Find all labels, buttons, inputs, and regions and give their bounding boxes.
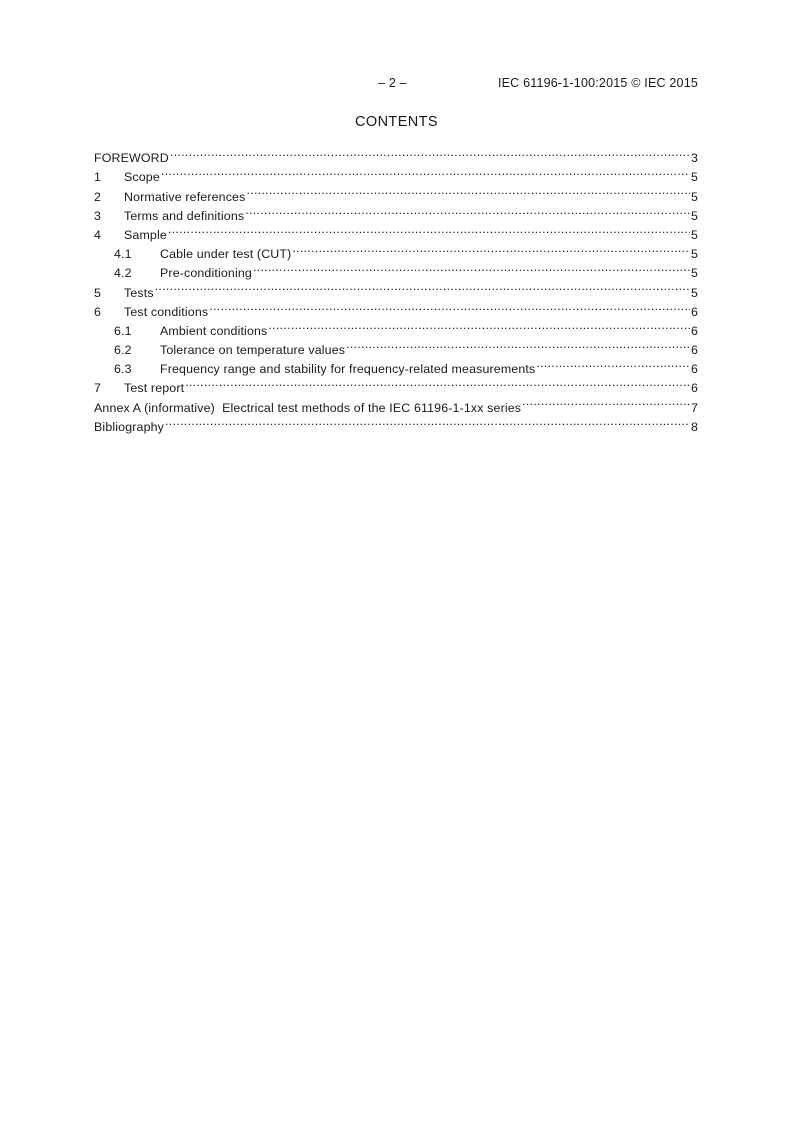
toc-entry-bibliography[interactable] <box>94 412 698 434</box>
dot-leader <box>292 239 690 258</box>
toc-entry-page: 6 <box>690 381 698 396</box>
toc-entry-number: 5 <box>94 285 102 300</box>
toc-entry-title: Sample <box>124 227 167 242</box>
toc-entry-page: 5 <box>690 285 698 300</box>
dot-leader <box>168 220 690 239</box>
dot-leader <box>185 373 690 392</box>
toc-entry-number: 1 <box>94 170 102 185</box>
toc-entry-title: Scope <box>124 170 160 185</box>
table-of-contents <box>94 143 698 434</box>
dot-leader <box>522 392 690 411</box>
toc-entry-page: 3 <box>690 151 698 166</box>
toc-entry-title: Bibliography <box>94 419 164 434</box>
page-header <box>94 76 698 94</box>
dot-leader <box>170 143 690 162</box>
dot-leader <box>246 181 690 200</box>
toc-entry-page: 8 <box>690 419 698 434</box>
page-number: – 2 – <box>378 76 407 90</box>
toc-entry-page: 6 <box>690 343 698 358</box>
toc-entry-number: 6 <box>94 304 102 319</box>
toc-entry-page: 5 <box>690 247 698 262</box>
toc-entry-scope[interactable] <box>94 162 698 185</box>
toc-entry-title: Annex A (informative) Electrical test methods of the IEC 61196-1-1xx series <box>94 400 522 415</box>
toc-entry-title: Normative references <box>124 189 246 204</box>
toc-entry-normative-references[interactable] <box>94 181 698 204</box>
dot-leader <box>245 201 690 220</box>
toc-entry-page: 5 <box>690 266 698 281</box>
toc-entry-title: Ambient conditions <box>160 323 268 338</box>
toc-entry-cable-under-test[interactable] <box>94 239 698 262</box>
dot-leader <box>346 335 690 354</box>
toc-entry-number: 4.2 <box>114 266 132 281</box>
dot-leader <box>161 162 690 181</box>
dot-leader <box>253 258 690 277</box>
toc-entry-number: 7 <box>94 381 102 396</box>
toc-entry-number: 6.1 <box>114 323 132 338</box>
toc-entry-title: Test conditions <box>124 304 209 319</box>
toc-entry-page: 5 <box>690 170 698 185</box>
toc-entry-page: 6 <box>690 362 698 377</box>
toc-entry-page: 7 <box>690 400 698 415</box>
toc-entry-annex-a[interactable] <box>94 392 698 415</box>
toc-entry-title: Terms and definitions <box>124 208 245 223</box>
toc-entry-page: 6 <box>690 304 698 319</box>
toc-entry-number: 6.2 <box>114 343 132 358</box>
toc-entry-page: 5 <box>690 208 698 223</box>
toc-entry-number: 6.3 <box>114 362 132 377</box>
toc-entry-number: 3 <box>94 208 102 223</box>
toc-entry-number: 4 <box>94 227 102 242</box>
toc-entry-page: 5 <box>690 189 698 204</box>
toc-entry-test-conditions[interactable] <box>94 297 698 319</box>
dot-leader <box>268 316 690 335</box>
toc-title: CONTENTS <box>355 114 438 130</box>
toc-entry-title: Frequency range and stability for frequency-related measurements <box>160 362 536 377</box>
toc-entry-title: FOREWORD <box>94 151 169 166</box>
dot-leader <box>155 277 690 296</box>
dot-leader <box>536 354 690 373</box>
toc-entry-test-report[interactable] <box>94 373 698 396</box>
toc-entry-title: Tolerance on temperature values <box>160 343 346 358</box>
toc-entry-page: 5 <box>690 227 698 242</box>
dot-leader <box>165 412 690 431</box>
toc-entry-tests[interactable] <box>94 277 698 300</box>
toc-entry-number: 4.1 <box>114 247 132 262</box>
document-reference: IEC 61196-1-100:2015 © IEC 2015 <box>497 76 698 90</box>
toc-entry-foreword[interactable] <box>94 143 698 166</box>
toc-entry-title: Tests <box>124 285 154 300</box>
toc-entry-title: Test report <box>124 381 185 396</box>
toc-entry-page: 6 <box>690 323 698 338</box>
dot-leader <box>209 297 690 316</box>
toc-entry-sample[interactable] <box>94 220 698 242</box>
toc-entry-title: Pre-conditioning <box>160 266 252 281</box>
toc-entry-number: 2 <box>94 189 102 204</box>
toc-entry-title: Cable under test (CUT) <box>160 247 292 262</box>
